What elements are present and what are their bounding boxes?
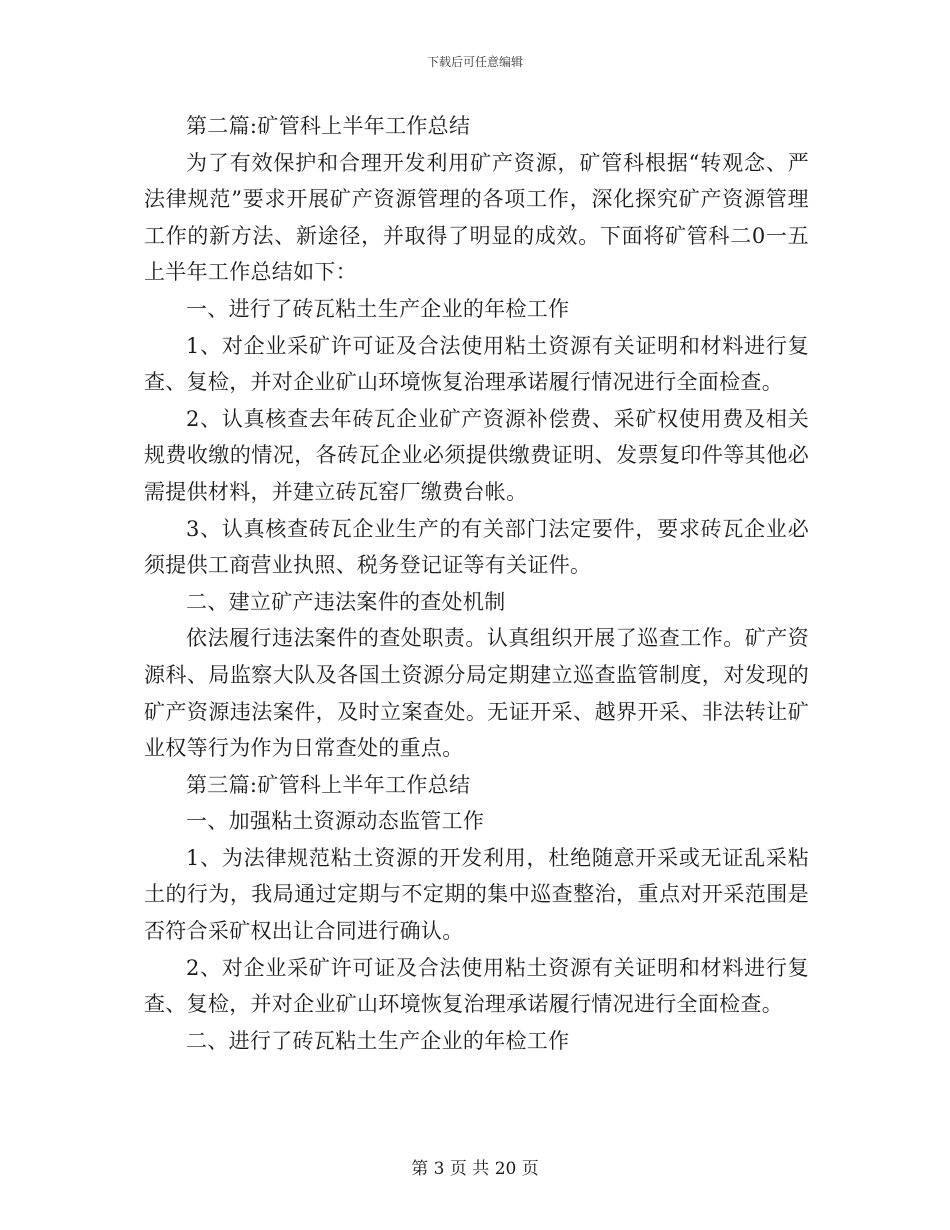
intro-paragraph: 为了有效保护和合理开发利用矿产资源，矿管科根据“转观念、严法律规范”要求开展矿产资源管理的各项工作，深化探究矿产资源管理工作的新方法、新途径，并取得了明显的成效。下面将矿管科二0一五上半年工作总结如下： xyxy=(144,150,809,285)
subheading-annual-inspection: 一、进行了砖瓦粘土生产企业的年检工作 xyxy=(186,296,570,321)
list-item-1: 1、对企业采矿许可证及合法使用粘土资源有关证明和材料进行复查、复检，并对企业矿山环境恢复治理承诺履行情况进行全面检查。 xyxy=(144,333,809,395)
subheading-annual-inspection-2: 二、进行了砖瓦粘土生产企业的年检工作 xyxy=(186,1028,570,1053)
list-item-2: 2、认真核查去年砖瓦企业矿产资源补偿费、采矿权使用费及相关规费收缴的情况，各砖瓦企业必须提供缴费证明、发票复印件等其他必需提供材料，并建立砖瓦窑厂缴费台帐。 xyxy=(144,406,809,504)
document-body xyxy=(144,108,809,1059)
section-heading-part-two: 第二篇:矿管科上半年工作总结 xyxy=(186,114,471,138)
section-heading-part-three: 第三篇:矿管科上半年工作总结 xyxy=(186,772,471,797)
list-item-3: 3、认真核查砖瓦企业生产的有关部门法定要件，要求砖瓦企业必须提供工商营业执照、税务登记证等有关证件。 xyxy=(144,516,809,578)
violation-paragraph: 依法履行违法案件的查处职责。认真组织开展了巡查工作。矿产资源科、局监察大队及各国土资源分局定期建立巡查监管制度，对发现的矿产资源违法案件，及时立案查处。无证开采、越界开采、非法转让矿业权等行为作为日常查处的重点。 xyxy=(144,626,809,761)
page-header-note: 下载后可任意编辑 xyxy=(426,55,523,69)
subheading-clay-supervision: 一、加强粘土资源动态监管工作 xyxy=(186,809,485,834)
list-item-clay-1: 1、为法律规范粘土资源的开发利用，杜绝随意开采或无证乱采粘土的行为，我局通过定期与不定期的集中巡查整治，重点对开采范围是否符合采矿权出让合同进行确认。 xyxy=(144,845,809,944)
subheading-violation-mechanism: 二、建立矿产违法案件的查处机制 xyxy=(186,589,506,614)
page-number: 第 3 页 共 20 页 xyxy=(411,1159,539,1179)
list-item-clay-2: 2、对企业采矿许可证及合法使用粘土资源有关证明和材料进行复查、复检，并对企业矿山环境恢复治理承诺履行情况进行全面检查。 xyxy=(144,955,809,1017)
